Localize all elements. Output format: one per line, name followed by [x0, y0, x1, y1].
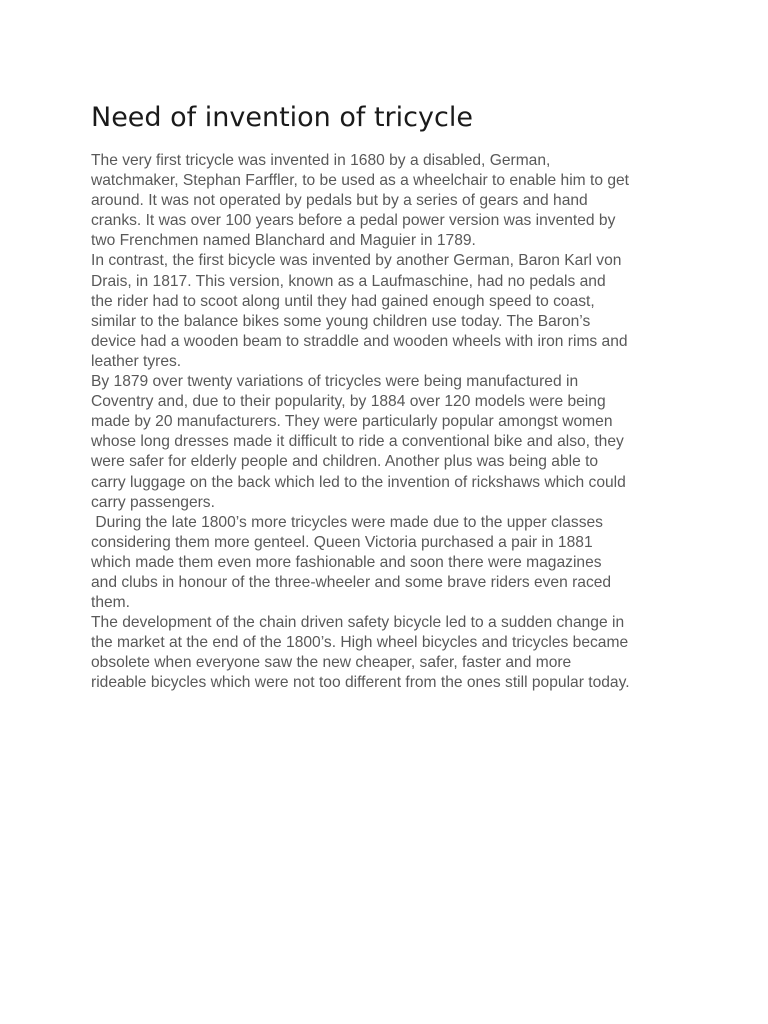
document-title: Need of invention of tricycle: [91, 102, 473, 133]
text-line: the rider had to scoot along until they had gained enough speed to coast,: [91, 292, 595, 310]
text-line: whose long dresses made it difficult to ride a conventional bike and also, they: [91, 433, 624, 451]
document-body: [91, 151, 691, 694]
text-line: them.: [91, 594, 130, 612]
text-line: considering them more genteel. Queen Victoria purchased a pair in 1881: [91, 533, 593, 551]
text-line: around. It was not operated by pedals but by a series of gears and hand: [91, 192, 588, 210]
text-line: the market at the end of the 1800’s. High wheel bicycles and tricycles became: [91, 634, 629, 652]
text-line: The very first tricycle was invented in 1680 by a disabled, German,: [91, 152, 551, 169]
text-line: cranks. It was over 100 years before a pedal power version was invented by: [91, 212, 616, 230]
text-line: In contrast, the first bicycle was invented by another German, Baron Karl von: [91, 252, 622, 270]
text-line: leather tyres.: [91, 352, 182, 370]
text-line: The development of the chain driven safety bicycle led to a sudden change in: [91, 614, 625, 632]
text-line: watchmaker, Stephan Farffler, to be used as a wheelchair to enable him to get: [91, 172, 630, 190]
text-line: carry luggage on the back which led to the invention of rickshaws which could: [91, 473, 626, 491]
text-line: Coventry and, due to their popularity, by 1884 over 120 models were being: [91, 393, 606, 411]
text-line: obsolete when everyone saw the new cheaper, safer, faster and more: [91, 654, 572, 672]
text-line: two Frenchmen named Blanchard and Maguier in 1789.: [91, 232, 476, 250]
text-line: During the late 1800’s more tricycles were made due to the upper classes: [91, 513, 603, 531]
text-line: made by 20 manufacturers. They were particularly popular amongst women: [91, 413, 613, 431]
text-line: Drais, in 1817. This version, known as a Laufmaschine, had no pedals and: [91, 272, 606, 290]
text-line: similar to the balance bikes some young children use today. The Baron’s: [91, 312, 591, 330]
text-line: rideable bicycles which were not too different from the ones still popular today.: [91, 674, 630, 692]
text-line: were safer for elderly people and children. Another plus was being able to: [91, 453, 599, 471]
text-line: device had a wooden beam to straddle and wooden wheels with iron rims and: [91, 332, 628, 350]
text-line: which made them even more fashionable and soon there were magazines: [91, 553, 602, 571]
text-line: By 1879 over twenty variations of tricycles were being manufactured in: [91, 373, 579, 391]
text-line: and clubs in honour of the three-wheeler and some brave riders even raced: [91, 573, 612, 591]
text-line: carry passengers.: [91, 493, 215, 511]
